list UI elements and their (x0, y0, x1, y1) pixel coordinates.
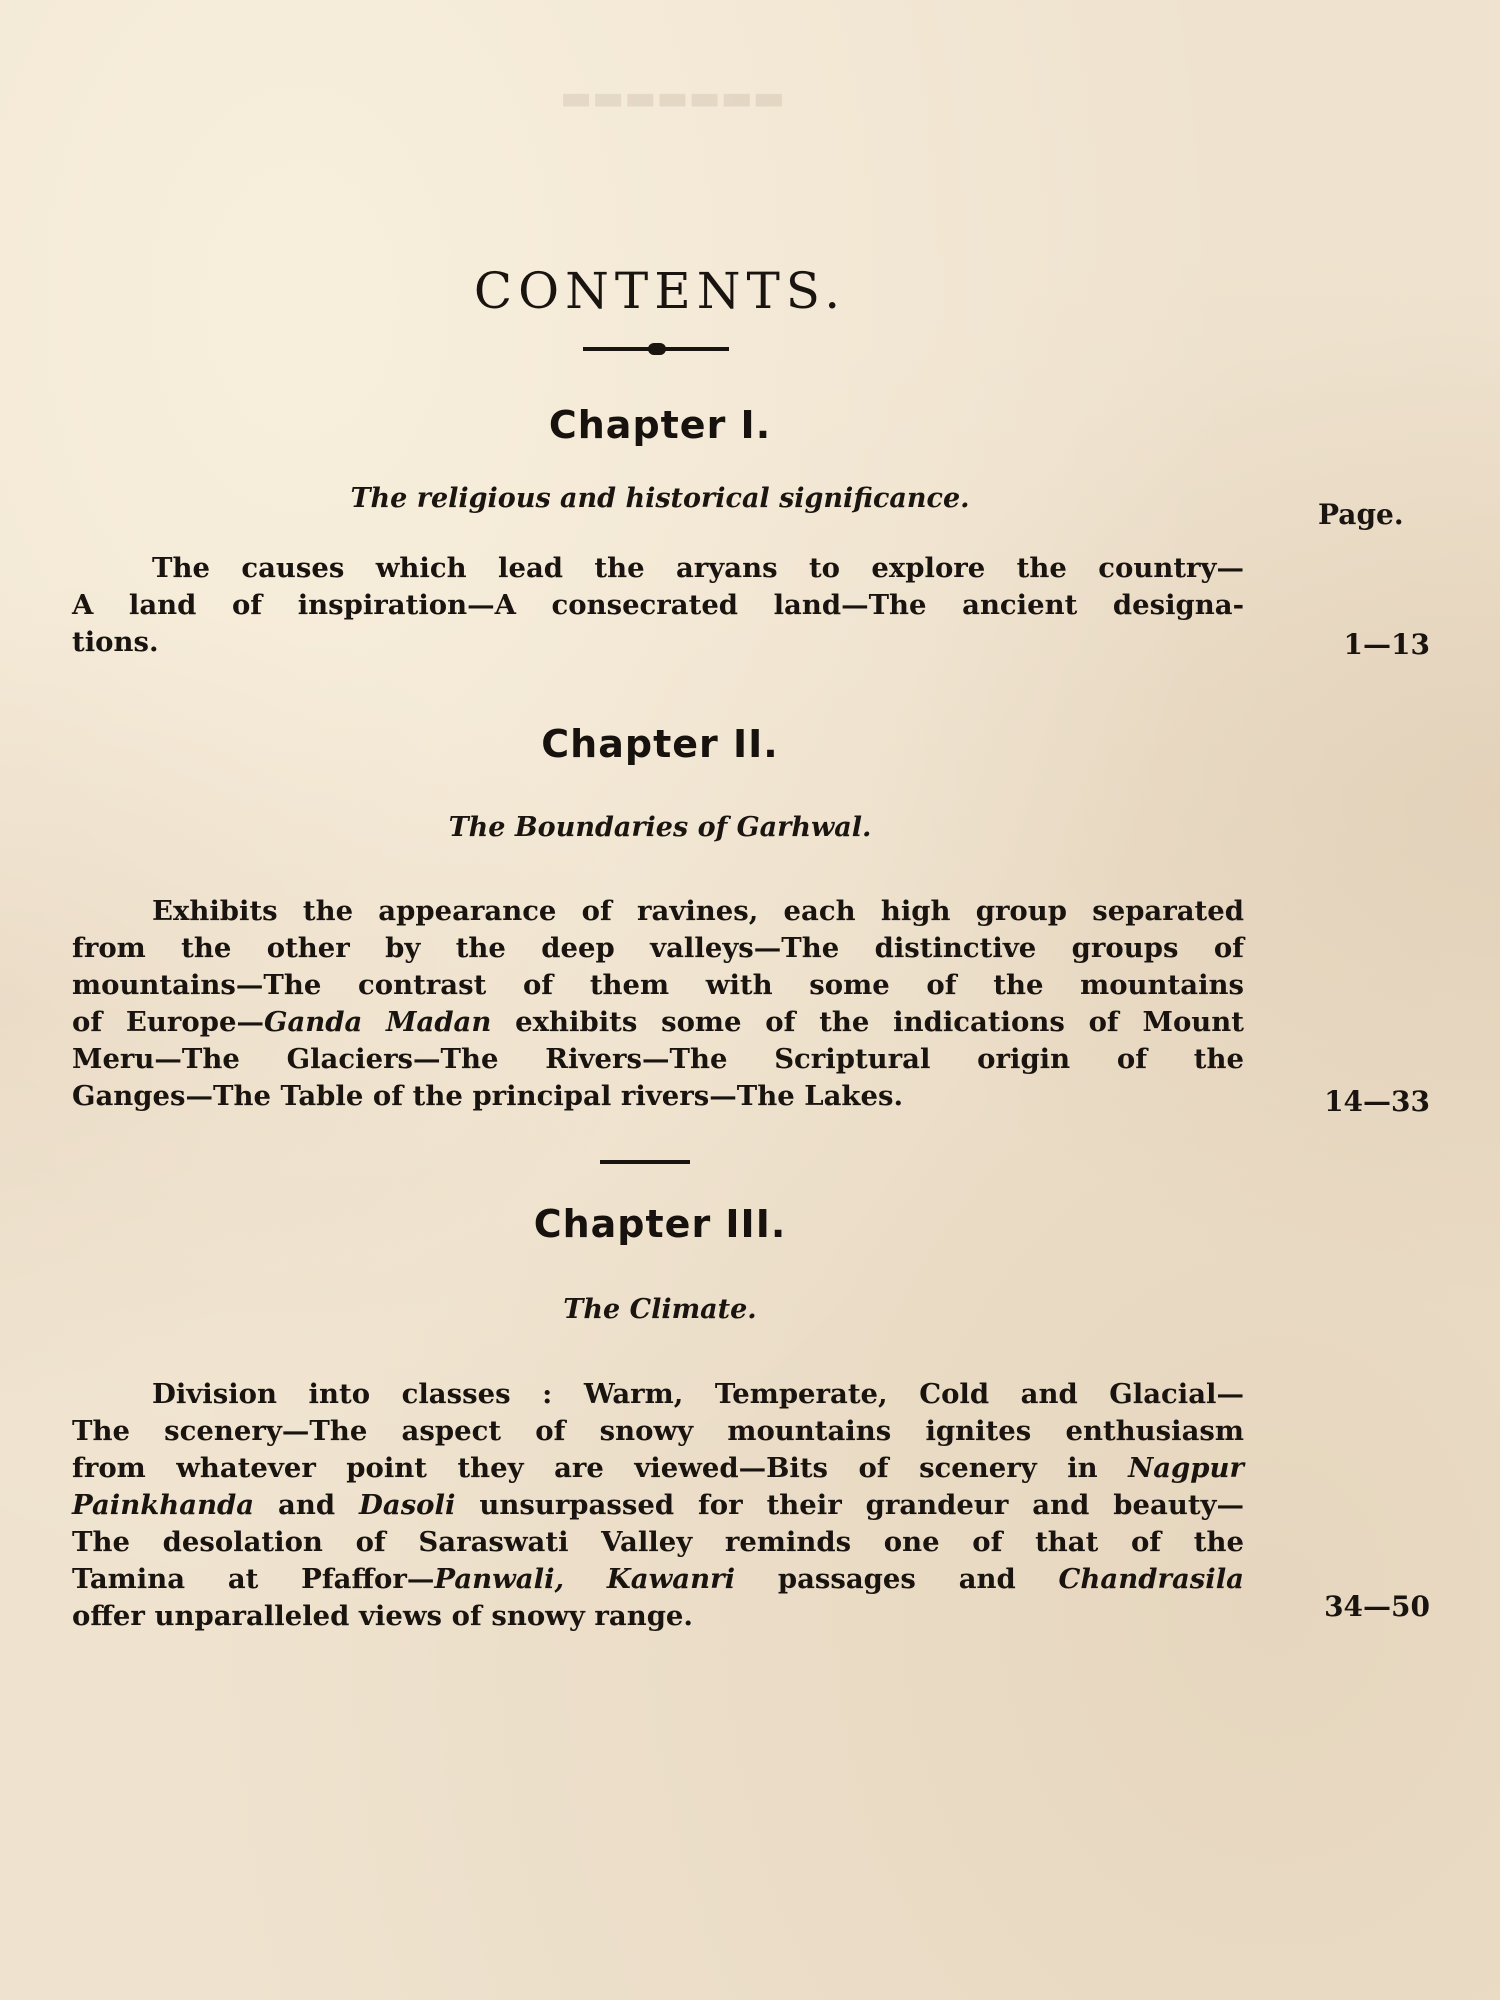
chapter-1-subtitle: The religious and historical significance. (350, 483, 970, 514)
chapter-2-subtitle: The Boundaries of Garhwal. (448, 812, 872, 843)
chapter-2-line-with-italic (72, 1004, 1244, 1041)
chapter-1-page-range: 1—13 (1343, 628, 1430, 661)
chapter-2-line: Exhibits the appearance of ravines, each high group separated (152, 895, 1244, 927)
chapter-2-description (72, 893, 1244, 1115)
chapter-2-page-range: 14—33 (1324, 1085, 1430, 1118)
chapter-2-line: mountains—The contrast of them with some of the mountains (72, 969, 1244, 1001)
section-divider (600, 1160, 690, 1164)
title-ornament-dot (648, 343, 666, 355)
chapter-3-line-part: Tamina at Pfaffor— (72, 1563, 435, 1595)
chapter-1-line: tions. (72, 626, 159, 658)
chapter-3-line-part: and (254, 1489, 360, 1521)
chapter-3-italic-term: Chandrasila (1058, 1563, 1244, 1595)
chapter-3-line-part: passages and (735, 1563, 1059, 1595)
chapter-3-line: The desolation of Saraswati Valley reminds one of that of the (72, 1526, 1244, 1558)
chapter-3-line-with-italic (72, 1487, 1244, 1524)
chapter-3-italic-term: Painkhanda (72, 1489, 255, 1521)
page-title: CONTENTS. (473, 262, 847, 320)
chapter-3-line: offer unparalleled views of snowy range. (72, 1600, 693, 1632)
chapter-1-line: The causes which lead the aryans to explore the country— (152, 552, 1244, 584)
chapter-3-italic-term: Nagpur (1128, 1452, 1244, 1484)
chapter-3-subtitle: The Climate. (563, 1294, 757, 1325)
chapter-3-line-with-italic (72, 1450, 1244, 1487)
chapter-3-heading: Chapter III. (533, 1202, 787, 1246)
chapter-3-description (72, 1376, 1244, 1635)
chapter-3-line-with-italic (72, 1561, 1244, 1598)
chapter-3-line-part: from whatever point they are viewed—Bits of scenery in (72, 1452, 1129, 1484)
chapter-3-page-range: 34—50 (1324, 1590, 1430, 1623)
page-column-header: Page. (1318, 498, 1404, 531)
chapter-3-italic-term: Panwali, Kawanri (434, 1563, 736, 1595)
chapter-2-line-part: exhibits some of the indications of Mount (491, 1006, 1244, 1038)
chapter-2-line: Meru—The Glaciers—The Rivers—The Scriptural origin of the (72, 1043, 1244, 1075)
show-through-text: ▬▬▬▬▬▬▬ (560, 78, 785, 118)
chapter-2-line: from the other by the deep valleys—The distinctive groups of (72, 932, 1244, 964)
chapter-3-line-part: unsurpassed for their grandeur and beauty— (455, 1489, 1244, 1521)
chapter-1-line: A land of inspiration—A consecrated land—The ancient designa- (72, 589, 1244, 621)
chapter-1-description (72, 550, 1244, 661)
chapter-1-heading: Chapter I. (548, 403, 772, 447)
chapter-3-line: The scenery—The aspect of snowy mountains ignites enthusiasm (72, 1415, 1244, 1447)
chapter-2-heading: Chapter II. (541, 722, 779, 766)
chapter-2-italic-term: Ganda Madan (263, 1006, 492, 1038)
chapter-3-italic-term: Dasoli (359, 1489, 456, 1521)
chapter-2-line-part: of Europe— (72, 1006, 264, 1038)
chapter-2-line: Ganges—The Table of the principal rivers—The Lakes. (72, 1080, 904, 1112)
chapter-3-line: Division into classes : Warm, Temperate, Cold and Glacial— (152, 1378, 1244, 1410)
